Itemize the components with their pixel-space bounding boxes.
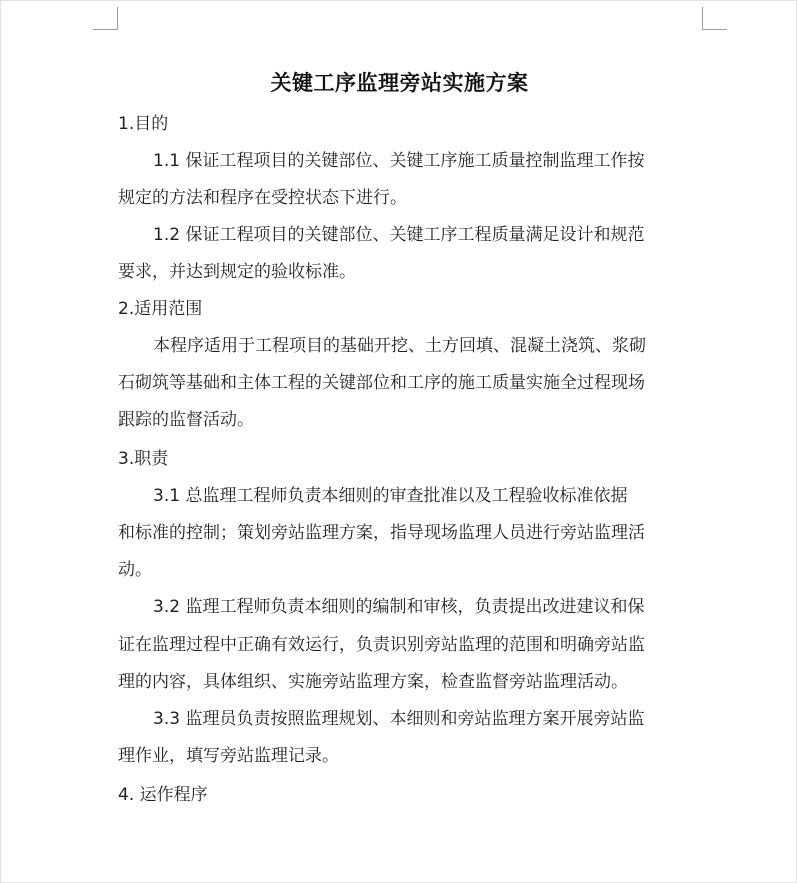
section-heading-scope: 2.适用范围: [118, 299, 203, 319]
paragraph-line: 3.3 监理员负责按照监理规划、本细则和旁站监理方案开展旁站监: [153, 709, 645, 729]
section-heading-purpose: 1.目的: [118, 114, 169, 134]
crop-mark-top-right: [702, 7, 727, 30]
paragraph-line: 和标准的控制；策划旁站监理方案，指导现场监理人员进行旁站监理活: [118, 523, 645, 543]
paragraph-line: 3.2 监理工程师负责本细则的编制和审核，负责提出改进建议和保: [153, 597, 645, 617]
paragraph-line: 1.1 保证工程项目的关键部位、关键工序施工质量控制监理工作按: [153, 151, 645, 171]
paragraph-line: 跟踪的监督活动。: [118, 410, 254, 430]
paragraph-line: 本程序适用于工程项目的基础开挖、土方回填、混凝土浇筑、浆砌: [153, 336, 646, 356]
crop-mark-top-left: [93, 7, 118, 30]
paragraph-line: 动。: [118, 560, 152, 580]
section-heading-procedure: 4. 运作程序: [118, 785, 208, 805]
paragraph-line: 证在监理过程中正确有效运行，负责识别旁站监理的范围和明确旁站监: [118, 635, 645, 655]
paragraph-line: 规定的方法和程序在受控状态下进行。: [118, 188, 407, 208]
page-title: 关键工序监理旁站实施方案: [270, 71, 529, 95]
paragraph-line: 3.1 总监理工程师负责本细则的审查批准以及工程验收标准依据: [153, 486, 628, 506]
paragraph-line: 石砌筑等基础和主体工程的关键部位和工序的施工质量实施全过程现场: [118, 373, 645, 393]
paragraph-line: 理的内容，具体组织、实施旁站监理方案，检查监督旁站监理活动。: [118, 672, 628, 692]
paragraph-line: 要求，并达到规定的验收标准。: [118, 262, 356, 282]
paragraph-line: 1.2 保证工程项目的关键部位、关键工序工程质量满足设计和规范: [153, 225, 645, 245]
section-heading-duties: 3.职责: [118, 449, 169, 469]
paragraph-line: 理作业，填写旁站监理记录。: [118, 746, 339, 766]
